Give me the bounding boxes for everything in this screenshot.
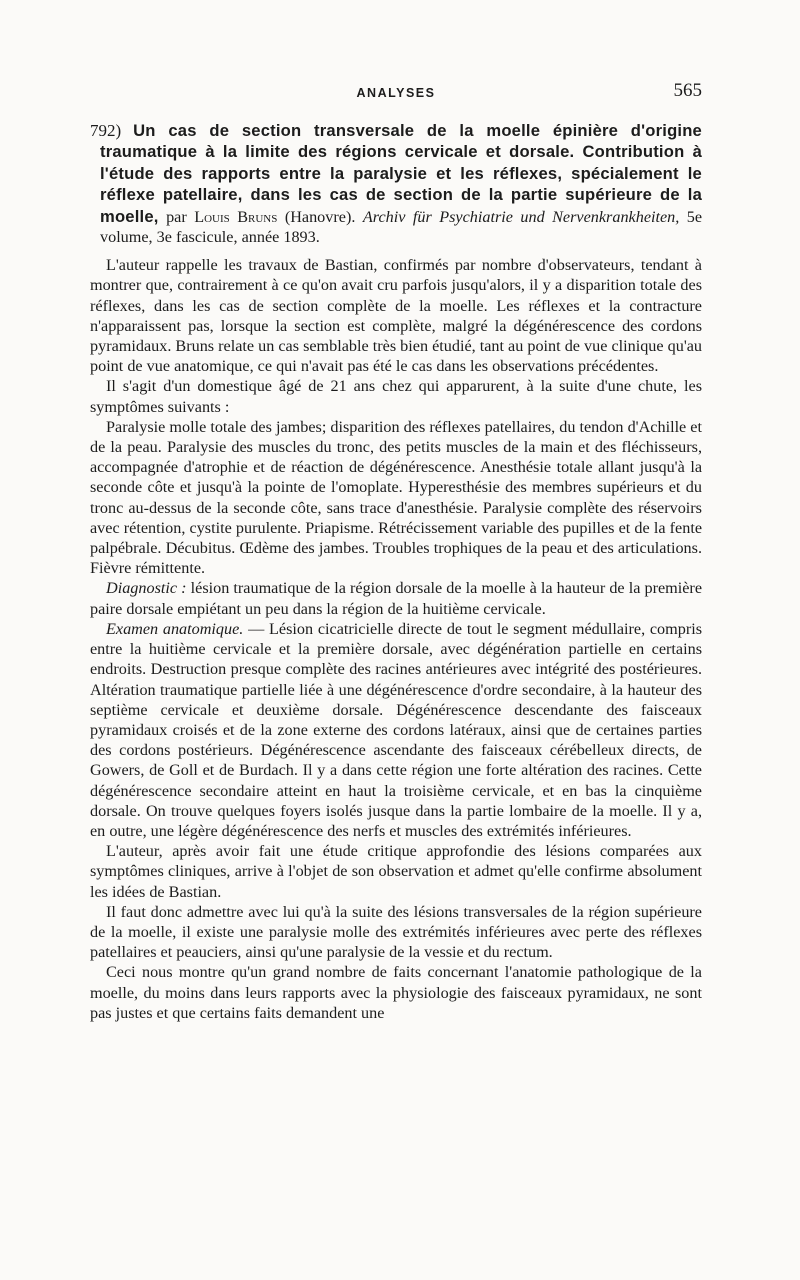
paragraph-1: L'auteur rappelle les travaux de Bastian, confirmés par nombre d'observateurs, tendant à montrer que, contrairement à ce qu'on avait cru parfois jusqu'alors, il y a disparition totale des réflexes, dans les cas de section complète de la moelle. Les réflexes et la contracture n'apparaissent pas, lorsque la section est complète, malgré la dégénérescence des cordons pyramidaux. Bruns relate un cas semblable très bien étudié, tant au point de vue clinique qu'au point de vue anatomique, ce qui n'avait pas été le cas dans les observations précédentes. (90, 256, 703, 376)
paragraph-5 (90, 619, 702, 841)
diagnostic-text: lésion traumatique de la région dorsale de la moelle à la hauteur de la première paire dorsale empiétant un peu dans la région de la huitième cervicale. (90, 579, 703, 618)
paragraph-3: Paralysie molle totale des jambes; disparition des réflexes patellaires, du tendon d'Achille et de la peau. Paralysie des muscles du tronc, des petits muscles de la main et des fléchisseurs, accompagnée d'atrophie et de réaction de dégénérescence. Anesthésie totale allant jusqu'à la seconde côte et jusqu'à la pointe de l'omoplate. Hyperesthésie des membres supérieurs et du tronc au-dessus de la seconde côte, sans trace d'anesthésie. Paralysie complète des réservoirs avec rétention, cystite purulente. Priapisme. Rétrécissement variable des pupilles et de la fente palpébrale. Décubitus. Œdème des jambes. Troubles trophiques de la peau et des articulations. Fièvre rémittente. (90, 417, 702, 578)
paragraph-4 (90, 578, 702, 618)
diagnostic-label: Diagnostic : (106, 579, 187, 598)
entry-volume: 5e volume, 3e fascicule, année 1893. (100, 207, 703, 247)
entry-journal: Archiv für Psychiatrie und Nervenkrankheiten, (362, 207, 680, 226)
entry-number: 792) (90, 121, 122, 140)
paragraph-7: Il faut donc admettre avec lui qu'à la suite des lésions transversales de la région supérieure de la moelle, il existe une paralysie molle des extrémités inférieures avec perte des réflexes patellaires et peauciers, ainsi qu'une paralysie de la vessie et du rectum. (90, 902, 702, 962)
running-head (90, 80, 702, 108)
page-number: 565 (673, 80, 702, 101)
entry-title: Un cas de section transversale de la moelle épinière d'origine traumatique à la limite des régions cervicale et dorsale. Contribution à l'étude des rapports entre la paralysie et les réflexes, spécialement le réflexe patellaire, dans les cas de section de la partie supérieure de la moelle, (100, 121, 702, 226)
entry-heading (90, 120, 702, 247)
article-body (90, 120, 702, 1023)
entry-location: (Hanovre). (284, 207, 356, 226)
paragraph-2: Il s'agit d'un domestique âgé de 21 ans chez qui apparurent, à la suite d'une chute, les symptômes suivants : (90, 377, 702, 416)
examen-label: Examen anatomique. (106, 619, 244, 638)
paragraph-8: Ceci nous montre qu'un grand nombre de faits concernant l'anatomie pathologique de la moelle, du moins dans leurs rapports avec la physiologie des faisceaux pyramidaux, ne sont pas justes et que certains faits demandent une (90, 963, 702, 1022)
examen-text: — Lésion cicatricielle directe de tout le segment médullaire, compris entre la huitième cervicale et la première dorsale, avec dégénération partielle en certains endroits. Destruction presque complète des racines antérieures avec intégrité des postérieures. Altération traumatique partielle liée à une dégénérescence d'ordre secondaire, à la hauteur des septième cervicale et deuxième dorsale. Dégénérescence descendante des faisceaux pyramidaux croisés et de la zone externe des cordons latéraux, ainsi que de certaines parties des cordons postérieurs. Dégénérescence ascendante des faisceaux cérébelleux directs, de Gowers, de Goll et de Burdach. Il y a dans cette région une forte altération des racines. Cette dégénérescence secondaire atteint en haut la troisième cervicale, et en bas la cinquième dorsale. On trouve quelques foyers isolés jusque dans la partie lombaire de la moelle. Il y a, en outre, une légère dégénérescence des nerfs et muscles des extrémités inférieures. (90, 619, 703, 840)
paragraph-6: L'auteur, après avoir fait une étude critique approfondie des lésions comparées aux symptômes cliniques, arrive à l'objet de son observation et admet qu'elle confirme absolument les idées de Bastian. (90, 842, 702, 901)
running-title: ANALYSES (356, 86, 436, 100)
entry-author: Louis Bruns (194, 207, 278, 226)
entry-by: par (166, 207, 187, 226)
